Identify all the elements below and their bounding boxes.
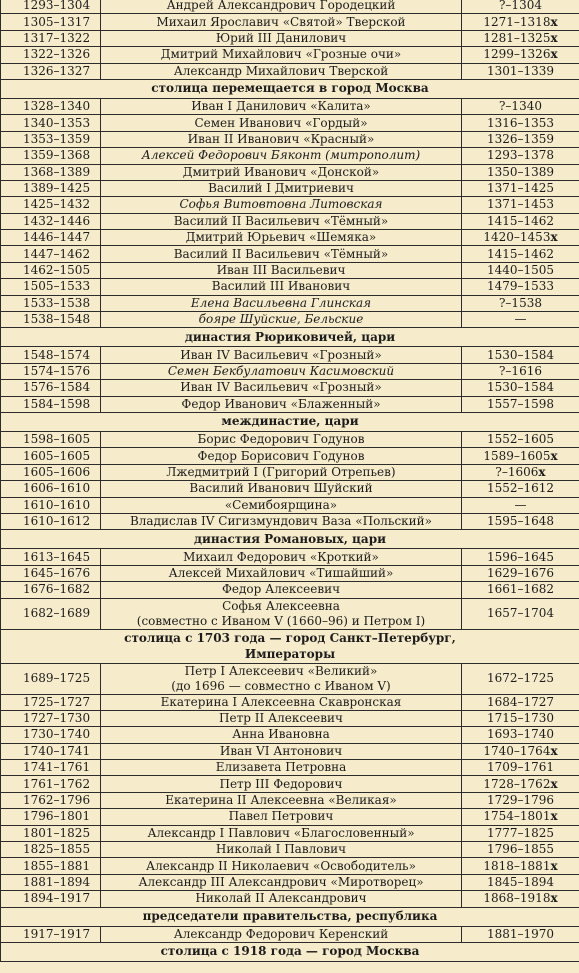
reign-years: 1610–1612: [1, 513, 101, 529]
table-row: [1, 891, 579, 907]
table-row: [1, 312, 579, 328]
life-years: [462, 549, 579, 565]
ruler-name-line: Софья Алексеевна: [222, 598, 340, 613]
reign-years: 1293–1304: [1, 0, 101, 14]
reign-years: 1881–1894: [1, 874, 101, 890]
reign-years: 1584–1598: [1, 396, 101, 412]
section-row: [1, 530, 579, 549]
section-heading: династия Рюриковичей, цари: [1, 328, 579, 347]
life-years-value: 1316–1353: [486, 115, 555, 130]
violent-death-mark: x: [538, 464, 546, 479]
life-years-value: 1881–1970: [486, 926, 555, 941]
life-years: [462, 809, 579, 825]
life-years: [462, 63, 579, 79]
life-years-value: ?–1538: [499, 295, 542, 310]
table-row: [1, 565, 579, 581]
reign-years: 1613–1645: [1, 549, 101, 565]
table-row: [1, 926, 579, 942]
table-row: [1, 694, 579, 710]
life-years-value: 1728–1762: [483, 776, 551, 791]
section-row: [1, 79, 579, 98]
table-row: [1, 363, 579, 379]
life-years-value: 1729–1796: [486, 793, 555, 808]
life-years: [462, 464, 579, 480]
table-row: [1, 825, 579, 841]
ruler-name-note: (совместно с Иваном V (1660–96) и Петром I): [136, 613, 426, 628]
violent-death-mark: x: [550, 891, 558, 906]
reign-years: 1682–1689: [1, 598, 101, 629]
reign-years: 1855–1881: [1, 858, 101, 874]
reign-years: 1353–1359: [1, 131, 101, 147]
ruler-name: Владислав IV Сигизмундович Ваза «Польский»: [101, 513, 462, 529]
ruler-name: Семен Иванович «Гордый»: [101, 115, 462, 131]
table-row: [1, 180, 579, 196]
ruler-name: Василий II Васильевич «Тёмный»: [101, 213, 462, 229]
ruler-name: Николай I Павлович: [101, 842, 462, 858]
life-years-value: 1818–1881: [483, 858, 551, 873]
reign-years: 1606–1610: [1, 481, 101, 497]
reign-years: 1741–1761: [1, 760, 101, 776]
reign-years: 1328–1340: [1, 98, 101, 114]
section-heading: [1, 629, 579, 663]
table-row: [1, 0, 579, 14]
ruler-name: Дмитрий Юрьевич «Шемяка»: [101, 230, 462, 246]
life-years: [462, 396, 579, 412]
table-row: [1, 230, 579, 246]
life-years: [462, 312, 579, 328]
ruler-name: Александр Федорович Керенский: [101, 926, 462, 942]
section-heading-line: Императоры: [244, 647, 336, 661]
life-years-value: 1629–1676: [486, 565, 555, 580]
life-years: [462, 262, 579, 278]
life-years: [462, 598, 579, 629]
life-years-value: 1845–1894: [486, 874, 555, 889]
life-years-value: 1595–1648: [486, 514, 555, 529]
table-row: [1, 262, 579, 278]
life-years-value: —: [514, 497, 527, 512]
life-years-value: 1754–1801: [483, 809, 551, 824]
life-years-value: —: [514, 312, 527, 327]
life-years-value: 1596–1645: [486, 549, 555, 564]
life-years-value: 1530–1584: [486, 347, 555, 362]
reign-years: 1725–1727: [1, 694, 101, 710]
table-row: [1, 481, 579, 497]
reign-years: 1676–1682: [1, 582, 101, 598]
life-years: [462, 347, 579, 363]
ruler-name: Елизавета Петровна: [101, 760, 462, 776]
life-years-value: 1350–1389: [486, 164, 555, 179]
ruler-name: Иван III Васильевич: [101, 262, 462, 278]
life-years-value: ?–1304: [499, 0, 542, 13]
reign-years: 1574–1576: [1, 363, 101, 379]
life-years: [462, 230, 579, 246]
ruler-name: Иван I Данилович «Калита»: [101, 98, 462, 114]
section-row: [1, 942, 579, 961]
ruler-name: Екатерина I Алексеевна Скавронская: [101, 694, 462, 710]
table-row: [1, 582, 579, 598]
table-row: [1, 710, 579, 726]
violent-death-mark: x: [550, 230, 558, 245]
life-years-value: 1657–1704: [486, 606, 555, 620]
section-row: [1, 629, 579, 663]
violent-death-mark: x: [550, 743, 558, 758]
life-years-value: 1371–1453: [486, 197, 555, 212]
life-years: [462, 295, 579, 311]
life-years-value: 1479–1533: [486, 279, 555, 294]
table-row: [1, 98, 579, 114]
life-years: [462, 694, 579, 710]
life-years: [462, 279, 579, 295]
table-row: [1, 727, 579, 743]
ruler-name: Федор Алексеевич: [101, 582, 462, 598]
ruler-name: «Семибоярщина»: [101, 497, 462, 513]
reign-years: 1322–1326: [1, 47, 101, 63]
life-years: [462, 743, 579, 759]
table-row: [1, 63, 579, 79]
life-years: [462, 0, 579, 14]
life-years-value: 1693–1740: [486, 727, 555, 742]
ruler-name: Павел Петрович: [101, 809, 462, 825]
life-years: [462, 148, 579, 164]
ruler-name-line: Петр I Алексеевич «Великий»: [184, 663, 378, 678]
ruler-name: бояре Шуйские, Бельские: [101, 312, 462, 328]
life-years: [462, 792, 579, 808]
table-row: [1, 743, 579, 759]
life-years-value: 1672–1725: [486, 671, 555, 685]
violent-death-mark: x: [550, 858, 558, 873]
life-years-value: 1777–1825: [486, 825, 555, 840]
table-row: [1, 431, 579, 447]
reign-years: 1689–1725: [1, 663, 101, 694]
life-years: [462, 213, 579, 229]
table-row: [1, 842, 579, 858]
ruler-name: Юрий III Данилович: [101, 30, 462, 46]
table-row: [1, 115, 579, 131]
life-years: [462, 30, 579, 46]
table-row: [1, 14, 579, 30]
ruler-name: Николай II Александрович: [101, 891, 462, 907]
reign-years: 1340–1353: [1, 115, 101, 131]
violent-death-mark: x: [550, 776, 558, 791]
ruler-name: Иван IV Васильевич «Грозный»: [101, 380, 462, 396]
section-heading: столица перемещается в город Москва: [1, 79, 579, 98]
reign-years: 1432–1446: [1, 213, 101, 229]
violent-death-mark: x: [550, 809, 558, 824]
section-heading: председатели правительства, республика: [1, 907, 579, 926]
ruler-name: Екатерина II Алексеевна «Великая»: [101, 792, 462, 808]
table-row: [1, 776, 579, 792]
section-row: [1, 907, 579, 926]
life-years: [462, 727, 579, 743]
life-years-value: 1552–1612: [486, 481, 555, 496]
reign-years: 1446–1447: [1, 230, 101, 246]
ruler-name: Анна Ивановна: [101, 727, 462, 743]
violent-death-mark: x: [550, 14, 558, 29]
reign-years: 1917–1917: [1, 926, 101, 942]
table-row: [1, 164, 579, 180]
life-years-value: 1440–1505: [486, 263, 555, 278]
table-row: [1, 347, 579, 363]
life-years-value: 1740–1764: [483, 743, 551, 758]
life-years-value: 1552–1605: [486, 432, 555, 447]
life-years-value: 1301–1339: [486, 63, 555, 78]
life-years: [462, 776, 579, 792]
ruler-name: Петр III Федорович: [101, 776, 462, 792]
table-row: [1, 874, 579, 890]
life-years-value: 1415–1462: [486, 246, 555, 261]
ruler-name: Иван VI Антонович: [101, 743, 462, 759]
table-row: [1, 213, 579, 229]
life-years-value: 1715–1730: [486, 711, 555, 726]
life-years: [462, 926, 579, 942]
ruler-name: [101, 663, 462, 694]
life-years-value: 1589–1605: [483, 448, 551, 463]
reign-years: 1538–1548: [1, 312, 101, 328]
life-years: [462, 47, 579, 63]
violent-death-mark: x: [550, 448, 558, 463]
ruler-name: Федор Иванович «Блаженный»: [101, 396, 462, 412]
table-row: [1, 295, 579, 311]
life-years: [462, 131, 579, 147]
reign-years: 1894–1917: [1, 891, 101, 907]
life-years: [462, 842, 579, 858]
life-years-value: 1415–1462: [486, 213, 555, 228]
ruler-name: Дмитрий Михайлович «Грозные очи»: [101, 47, 462, 63]
table-row: [1, 513, 579, 529]
life-years: [462, 874, 579, 890]
table-row: [1, 47, 579, 63]
reign-years: 1645–1676: [1, 565, 101, 581]
section-row: [1, 328, 579, 347]
life-years-value: 1868–1918: [483, 891, 551, 906]
reign-years: 1425–1432: [1, 197, 101, 213]
reign-years: 1505–1533: [1, 279, 101, 295]
table-row: [1, 858, 579, 874]
ruler-name: Александр I Павлович «Благословенный»: [101, 825, 462, 841]
life-years-value: 1709–1761: [486, 760, 555, 775]
life-years: [462, 431, 579, 447]
reign-years: 1359–1368: [1, 148, 101, 164]
reign-years: 1576–1584: [1, 380, 101, 396]
reign-years: 1548–1574: [1, 347, 101, 363]
table-row: [1, 464, 579, 480]
table-row: [1, 380, 579, 396]
ruler-name-note: (до 1696 — совместно с Иваном V): [171, 678, 391, 693]
reign-years: 1598–1605: [1, 431, 101, 447]
table-row: [1, 497, 579, 513]
life-years: [462, 98, 579, 114]
table-row: [1, 148, 579, 164]
table-row: [1, 396, 579, 412]
table-row: [1, 279, 579, 295]
ruler-name: Михаил Федорович «Кроткий»: [101, 549, 462, 565]
life-years: [462, 481, 579, 497]
ruler-name: Дмитрий Иванович «Донской»: [101, 164, 462, 180]
ruler-name: [101, 598, 462, 629]
table-row: [1, 30, 579, 46]
life-years: [462, 582, 579, 598]
ruler-name: Федор Борисович Годунов: [101, 448, 462, 464]
life-years-value: ?–1606: [495, 464, 539, 479]
reign-years: 1605–1605: [1, 448, 101, 464]
section-row: [1, 412, 579, 431]
life-years: [462, 513, 579, 529]
life-years: [462, 891, 579, 907]
reign-years: 1462–1505: [1, 262, 101, 278]
ruler-name: Василий Иванович Шуйский: [101, 481, 462, 497]
reign-years: 1326–1327: [1, 63, 101, 79]
ruler-name: Иван IV Васильевич «Грозный»: [101, 347, 462, 363]
section-heading: междинастие, цари: [1, 412, 579, 431]
rulers-table-body: [1, 0, 579, 961]
reign-years: 1447–1462: [1, 246, 101, 262]
life-years-value: 1371–1425: [486, 181, 555, 196]
life-years-value: 1271–1318: [483, 14, 551, 29]
table-row: [1, 760, 579, 776]
reign-years: 1610–1610: [1, 497, 101, 513]
ruler-name: Алексей Михайлович «Тишайший»: [101, 565, 462, 581]
ruler-name: Александр Михайлович Тверской: [101, 63, 462, 79]
life-years: [462, 825, 579, 841]
violent-death-mark: x: [550, 47, 558, 62]
table-row: [1, 131, 579, 147]
life-years-value: 1299–1326: [483, 47, 551, 62]
life-years-value: ?–1340: [499, 99, 542, 114]
reign-years: 1762–1796: [1, 792, 101, 808]
life-years: [462, 565, 579, 581]
ruler-name: Василий I Дмитриевич: [101, 180, 462, 196]
ruler-name: Андрей Александрович Городецкий: [101, 0, 462, 14]
life-years: [462, 164, 579, 180]
life-years-value: 1796–1855: [486, 842, 555, 857]
life-years-value: 1326–1359: [486, 131, 555, 146]
life-years: [462, 380, 579, 396]
reign-years: 1368–1389: [1, 164, 101, 180]
life-years: [462, 760, 579, 776]
ruler-name: Василий II Васильевич «Тёмный»: [101, 246, 462, 262]
life-years-value: 1530–1584: [486, 380, 555, 395]
life-years: [462, 448, 579, 464]
life-years-value: 1557–1598: [486, 396, 555, 411]
reign-years: 1740–1741: [1, 743, 101, 759]
section-heading: столица с 1918 года — город Москва: [1, 942, 579, 961]
reign-years: 1533–1538: [1, 295, 101, 311]
reign-years: 1389–1425: [1, 180, 101, 196]
reign-years: 1727–1730: [1, 710, 101, 726]
table-row: [1, 809, 579, 825]
reign-years: 1796–1801: [1, 809, 101, 825]
ruler-name: Елена Васильевна Глинская: [101, 295, 462, 311]
life-years: [462, 14, 579, 30]
table-row: [1, 598, 579, 629]
ruler-name: Борис Федорович Годунов: [101, 431, 462, 447]
life-years: [462, 363, 579, 379]
life-years-value: 1684–1727: [486, 694, 555, 709]
reign-years: 1730–1740: [1, 727, 101, 743]
life-years: [462, 858, 579, 874]
ruler-name: Иван II Иванович «Красный»: [101, 131, 462, 147]
ruler-name: Михаил Ярославич «Святой» Тверской: [101, 14, 462, 30]
life-years-value: 1420–1453: [483, 230, 551, 245]
table-row: [1, 792, 579, 808]
violent-death-mark: x: [550, 30, 558, 45]
ruler-name: Софья Витовтовна Литовская: [101, 197, 462, 213]
reign-years: 1825–1855: [1, 842, 101, 858]
section-heading: династия Романовых, цари: [1, 530, 579, 549]
table-row: [1, 663, 579, 694]
ruler-name: Василий III Иванович: [101, 279, 462, 295]
life-years-value: ?–1616: [499, 364, 542, 378]
life-years-value: 1281–1325: [483, 30, 551, 45]
life-years: [462, 197, 579, 213]
life-years: [462, 115, 579, 131]
reign-years: 1761–1762: [1, 776, 101, 792]
ruler-name: Александр II Николаевич «Освободитель»: [101, 858, 462, 874]
table-row: [1, 197, 579, 213]
section-heading-line: столица с 1703 года — город Санкт–Петербург,: [124, 631, 456, 645]
reign-years: 1305–1317: [1, 14, 101, 30]
ruler-name: Александр III Александрович «Миротворец»: [101, 874, 462, 890]
life-years: [462, 663, 579, 694]
ruler-name: Лжедмитрий I (Григорий Отрепьев): [101, 464, 462, 480]
reign-years: 1801–1825: [1, 825, 101, 841]
life-years-value: 1293–1378: [486, 148, 555, 163]
reign-years: 1605–1606: [1, 464, 101, 480]
reign-years: 1317–1322: [1, 30, 101, 46]
ruler-name: Алексей Федорович Бяконт (митрополит): [101, 148, 462, 164]
ruler-name: Петр II Алексеевич: [101, 710, 462, 726]
life-years: [462, 180, 579, 196]
table-row: [1, 549, 579, 565]
table-row: [1, 246, 579, 262]
ruler-name: Семен Бекбулатович Касимовский: [101, 363, 462, 379]
life-years-value: 1661–1682: [486, 582, 555, 597]
life-years: [462, 246, 579, 262]
life-years: [462, 710, 579, 726]
life-years: [462, 497, 579, 513]
table-row: [1, 448, 579, 464]
